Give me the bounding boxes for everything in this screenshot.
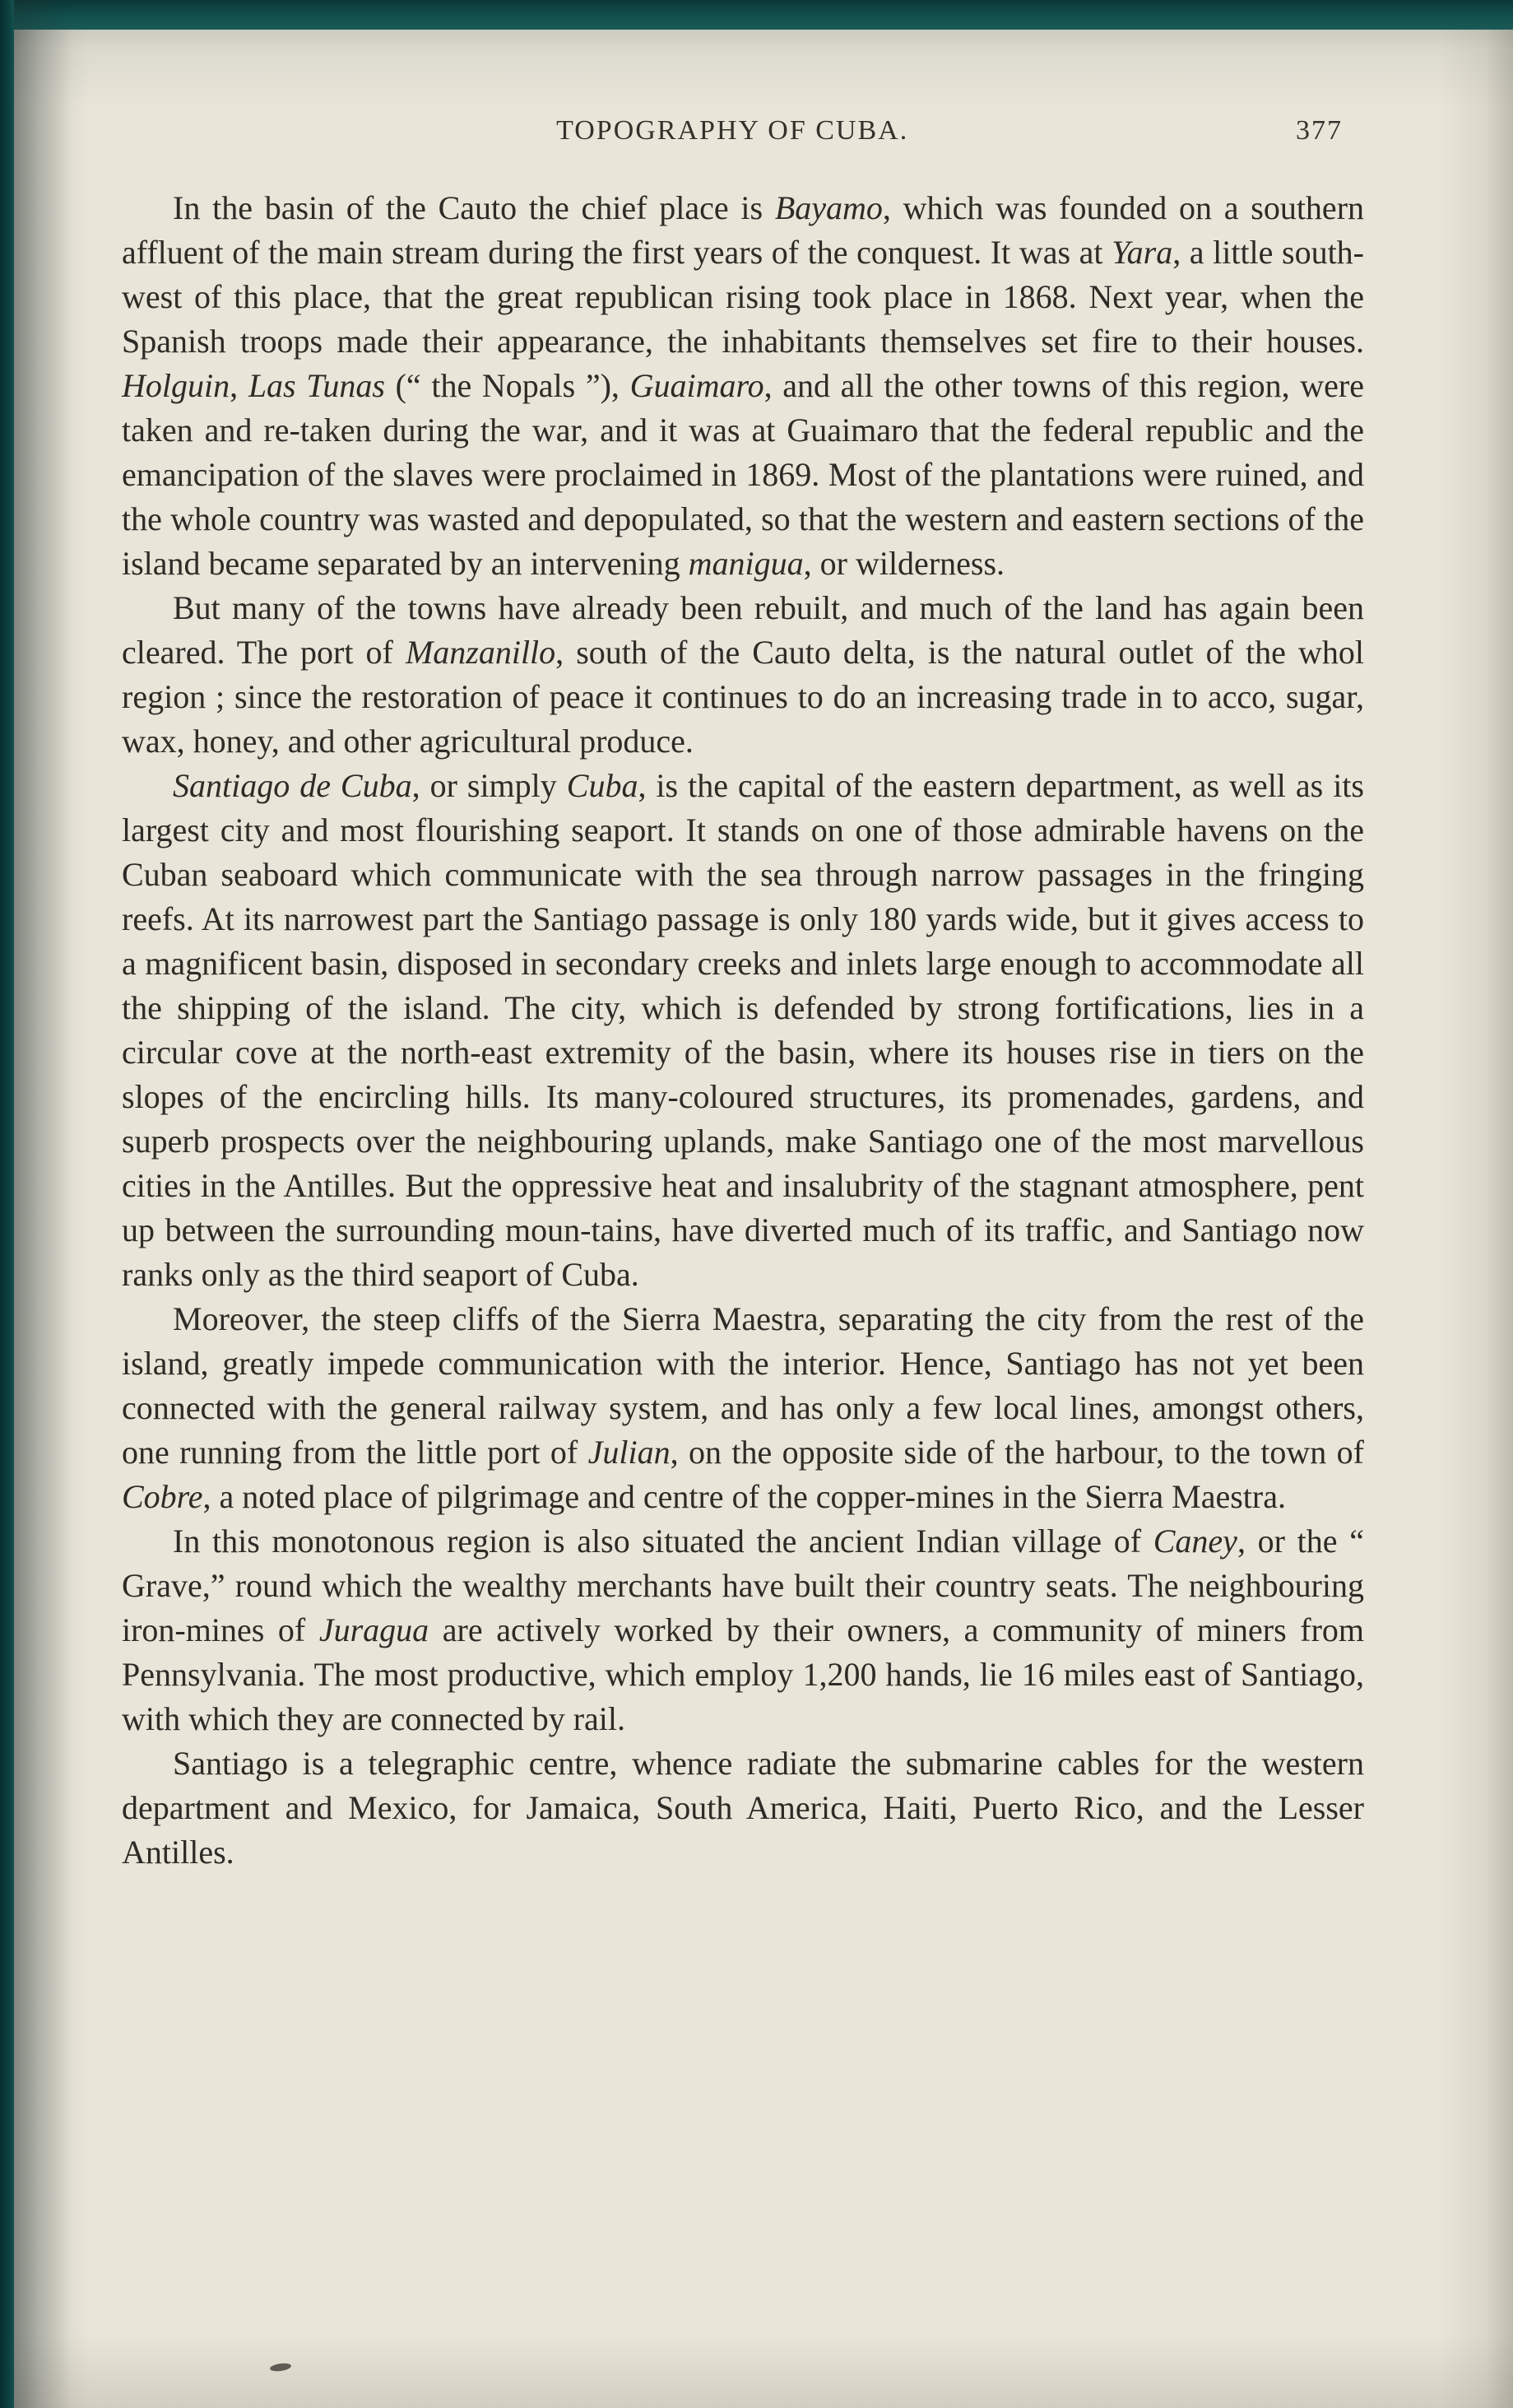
- text-segment: Moreover, the steep cliffs of the Sierra Maestra, separating the city from the rest of the island, greatly impede communication with the interior. Hence, Santiago has not yet been connected with the general railway system, and has only a few local lines, amongst others, one running from the little port of: [122, 1300, 1364, 1471]
- place-name-italic: Caney: [1153, 1522, 1237, 1560]
- place-name-italic: Guaimaro: [629, 367, 764, 404]
- text-segment: are actively worked by their owners, a community of miners from Pennsylvania. The most productive, which employ 1,200 hands, lie 16 miles east of Santiago, with which they are connected by rail.: [122, 1611, 1364, 1737]
- place-name-italic: Holguin: [122, 367, 230, 404]
- scan-edge-top: [0, 0, 1513, 30]
- place-name-italic: Juragua: [318, 1611, 429, 1648]
- place-name-italic: Santiago de Cuba: [173, 767, 412, 804]
- running-title: TOPOGRAPHY OF CUBA.: [556, 115, 909, 146]
- place-name-italic: Manzanillo: [405, 634, 556, 671]
- text-segment: But many of the towns have already been rebuilt, and much of the land has again been cleared. The port of: [122, 589, 1364, 671]
- scan-edge-left: [0, 0, 14, 2408]
- paragraph: [122, 1297, 1364, 1519]
- page-number: 377: [1296, 115, 1343, 146]
- paragraph: [122, 1741, 1364, 1875]
- place-name-italic: Bayamo: [774, 189, 883, 226]
- text-segment: , which was founded on a southern affluent of the main stream during the first years of the conquest. It was at: [122, 189, 1365, 271]
- text-segment: Santiago is a telegraphic centre, whence radiate the submarine cables for the western department and Mexico, for Jamaica, South America, Haiti, Puerto Rico, and the Lesser Antilles.: [122, 1745, 1364, 1871]
- page-header: [122, 115, 1364, 155]
- text-segment: In this monotonous region is also situated the ancient Indian village of: [173, 1522, 1153, 1560]
- place-name-italic: Las Tunas: [248, 367, 385, 404]
- paragraph: [122, 764, 1364, 1297]
- text-segment: (“ the Nopals ”),: [384, 367, 630, 404]
- place-name-italic: Cuba: [566, 767, 638, 804]
- text-segment: , or wilderness.: [803, 545, 1005, 582]
- paragraph: [122, 1519, 1364, 1741]
- text-segment: , or simply: [411, 767, 567, 804]
- ink-speck: [270, 2362, 292, 2373]
- place-name-italic: manigua: [688, 545, 804, 582]
- text-segment: , south of the Cauto delta, is the natural outlet of the whol region ; since the restoration of peace it continues to do an increasing trade in to acco, sugar, wax, honey, and other agricultural produce.: [122, 634, 1364, 760]
- text-segment: , a little south-west of this place, that the great republican rising took place in 1868. Next year, when the Spanish troops made their appearance, the inhabitants themselves set fire to their houses.: [122, 234, 1364, 360]
- text-segment: ,: [230, 367, 248, 404]
- text-segment: , and all the other towns of this region, were taken and re-taken during the war, and it was at Guaimaro that the federal republic and the emancipation of the slaves were proclaimed in 1869. Most of the plantations were ruined, and the whole country was wasted and depopulated, so that the western and eastern sections of the island became separated by an intervening: [122, 367, 1365, 582]
- place-name-italic: Cobre: [122, 1478, 203, 1515]
- text-segment: , on the opposite side of the harbour, to the town of: [670, 1434, 1364, 1471]
- paragraph: [122, 186, 1364, 586]
- place-name-italic: Yara: [1112, 234, 1173, 271]
- text-block: [122, 186, 1364, 1875]
- paragraph: [122, 586, 1364, 764]
- text-segment: In the basin of the Cauto the chief place is: [173, 189, 775, 226]
- scan-edge-left-shadow: [14, 0, 72, 2408]
- text-segment: , is the capital of the eastern department, as well as its largest city and most flourishing seaport. It stands on one of those admirable havens on the Cuban seaboard which communicate with the sea through narrow passages in the fringing reefs. At its narrowest part the Santiago passage is only 180 yards wide, but it gives access to a magnificent basin, disposed in secondary creeks and inlets large enough to accommodate all the shipping of the island. The city, which is defended by strong fortifications, lies in a circular cove at the north-east extremity of the basin, where its houses rise in tiers on the slopes of the encircling hills. Its many-coloured structures, its promenades, gardens, and superb prospects over the neighbouring uplands, make Santiago one of the most marvellous cities in the Antilles. But the oppressive heat and insalubrity of the stagnant atmosphere, pent up between the surrounding moun-tains, have diverted much of its traffic, and Santiago now ranks only as the third seaport of Cuba.: [122, 767, 1364, 1293]
- text-segment: , a noted place of pilgrimage and centre of the copper-mines in the Sierra Maestra.: [202, 1478, 1286, 1515]
- text-segment: , or the “ Grave,” round which the wealthy merchants have built their country seats. The neighbouring iron-mines of: [122, 1522, 1364, 1648]
- place-name-italic: Julian: [587, 1434, 671, 1471]
